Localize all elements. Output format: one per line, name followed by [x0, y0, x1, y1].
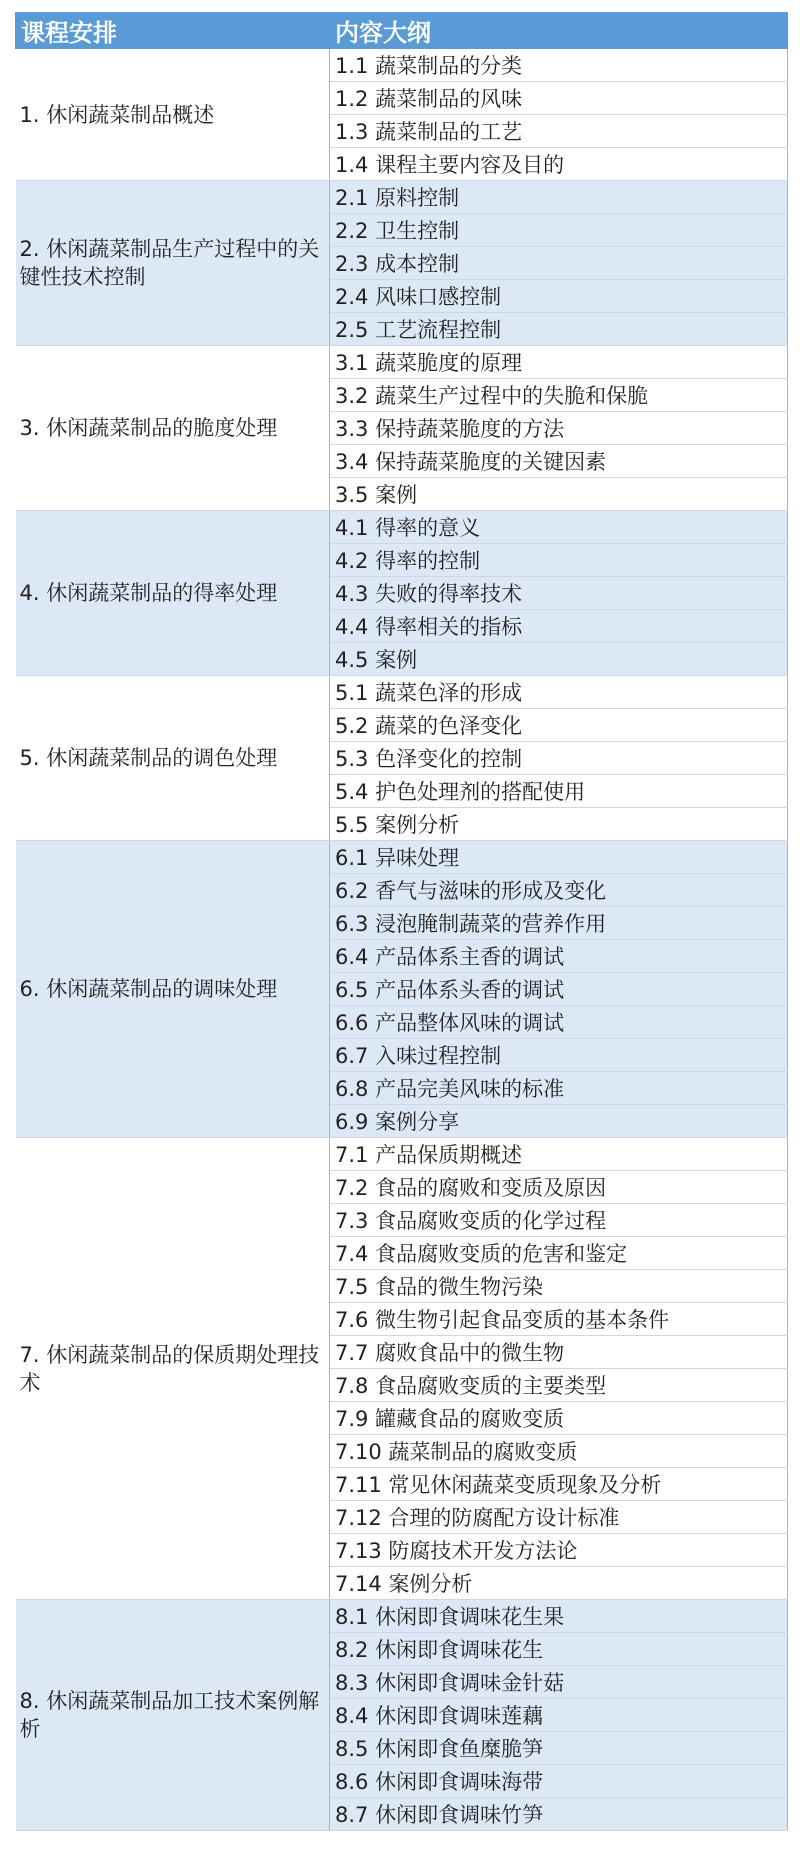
outline-item: 5.5 案例分析: [330, 808, 788, 841]
outline-item: 8.7 休闲即食调味竹笋: [330, 1798, 788, 1831]
outline-item: 8.2 休闲即食调味花生: [330, 1633, 788, 1666]
outline-item: 6.7 入味过程控制: [330, 1039, 788, 1072]
section-title: 4. 休闲蔬菜制品的得率处理: [16, 511, 330, 676]
outline-item: 7.13 防腐技术开发方法论: [330, 1534, 788, 1567]
outline-item: 3.4 保持蔬菜脆度的关键因素: [330, 445, 788, 478]
outline-item: 7.11 常见休闲蔬菜变质现象及分析: [330, 1468, 788, 1501]
outline-item: 2.4 风味口感控制: [330, 280, 788, 313]
section-title: 1. 休闲蔬菜制品概述: [16, 49, 330, 181]
outline-item: 7.3 食品腐败变质的化学过程: [330, 1204, 788, 1237]
outline-item: 6.2 香气与滋味的形成及变化: [330, 874, 788, 907]
outline-item: 6.8 产品完美风味的标准: [330, 1072, 788, 1105]
section-title: 2. 休闲蔬菜制品生产过程中的关键性技术控制: [16, 181, 330, 346]
outline-item: 8.3 休闲即食调味金针菇: [330, 1666, 788, 1699]
outline-item: 6.9 案例分享: [330, 1105, 788, 1138]
outline-item: 8.4 休闲即食调味莲藕: [330, 1699, 788, 1732]
outline-item: 5.1 蔬菜色泽的形成: [330, 676, 788, 709]
outline-item: 7.14 案例分析: [330, 1567, 788, 1600]
outline-item: 6.5 产品体系头香的调试: [330, 973, 788, 1006]
section-title: 6. 休闲蔬菜制品的调味处理: [16, 841, 330, 1138]
header-course-schedule: 课程安排: [16, 13, 330, 49]
outline-item: 4.1 得率的意义: [330, 511, 788, 544]
outline-item: 7.6 微生物引起食品变质的基本条件: [330, 1303, 788, 1336]
table-row: [16, 841, 788, 874]
outline-item: 7.4 食品腐败变质的危害和鉴定: [330, 1237, 788, 1270]
outline-item: 4.2 得率的控制: [330, 544, 788, 577]
outline-item: 4.5 案例: [330, 643, 788, 676]
outline-item: 8.6 休闲即食调味海带: [330, 1765, 788, 1798]
course-outline-table: [15, 12, 788, 1831]
outline-item: 4.3 失败的得率技术: [330, 577, 788, 610]
outline-item: 3.1 蔬菜脆度的原理: [330, 346, 788, 379]
outline-item: 6.1 异味处理: [330, 841, 788, 874]
section-title: 7. 休闲蔬菜制品的保质期处理技术: [16, 1138, 330, 1600]
outline-item: 3.2 蔬菜生产过程中的失脆和保脆: [330, 379, 788, 412]
outline-item: 8.1 休闲即食调味花生果: [330, 1600, 788, 1633]
outline-item: 3.5 案例: [330, 478, 788, 511]
table-row: [16, 49, 788, 82]
outline-item: 7.10 蔬菜制品的腐败变质: [330, 1435, 788, 1468]
table-row: [16, 181, 788, 214]
outline-item: 1.1 蔬菜制品的分类: [330, 49, 788, 82]
outline-item: 7.7 腐败食品中的微生物: [330, 1336, 788, 1369]
outline-item: 5.2 蔬菜的色泽变化: [330, 709, 788, 742]
header-content-outline: 内容大纲: [330, 13, 788, 49]
outline-item: 4.4 得率相关的指标: [330, 610, 788, 643]
table-row: [16, 511, 788, 544]
outline-item: 6.4 产品体系主香的调试: [330, 940, 788, 973]
outline-item: 7.9 罐藏食品的腐败变质: [330, 1402, 788, 1435]
table-row: [16, 1600, 788, 1633]
section-title: 5. 休闲蔬菜制品的调色处理: [16, 676, 330, 841]
outline-item: 3.3 保持蔬菜脆度的方法: [330, 412, 788, 445]
outline-item: 6.6 产品整体风味的调试: [330, 1006, 788, 1039]
section-title: 3. 休闲蔬菜制品的脆度处理: [16, 346, 330, 511]
outline-item: 1.2 蔬菜制品的风味: [330, 82, 788, 115]
outline-item: 7.1 产品保质期概述: [330, 1138, 788, 1171]
outline-item: 2.2 卫生控制: [330, 214, 788, 247]
table-row: [16, 1138, 788, 1171]
outline-item: 1.4 课程主要内容及目的: [330, 148, 788, 181]
table-header-row: [16, 13, 788, 49]
section-title: 8. 休闲蔬菜制品加工技术案例解析: [16, 1600, 330, 1831]
outline-item: 7.8 食品腐败变质的主要类型: [330, 1369, 788, 1402]
table-body: [16, 49, 788, 1831]
outline-item: 7.2 食品的腐败和变质及原因: [330, 1171, 788, 1204]
outline-item: 5.3 色泽变化的控制: [330, 742, 788, 775]
outline-item: 2.3 成本控制: [330, 247, 788, 280]
table-row: [16, 676, 788, 709]
outline-item: 5.4 护色处理剂的搭配使用: [330, 775, 788, 808]
outline-item: 2.5 工艺流程控制: [330, 313, 788, 346]
table-row: [16, 346, 788, 379]
outline-item: 6.3 浸泡腌制蔬菜的营养作用: [330, 907, 788, 940]
outline-item: 2.1 原料控制: [330, 181, 788, 214]
outline-item: 7.12 合理的防腐配方设计标准: [330, 1501, 788, 1534]
outline-item: 8.5 休闲即食鱼糜脆笋: [330, 1732, 788, 1765]
outline-item: 7.5 食品的微生物污染: [330, 1270, 788, 1303]
outline-item: 1.3 蔬菜制品的工艺: [330, 115, 788, 148]
